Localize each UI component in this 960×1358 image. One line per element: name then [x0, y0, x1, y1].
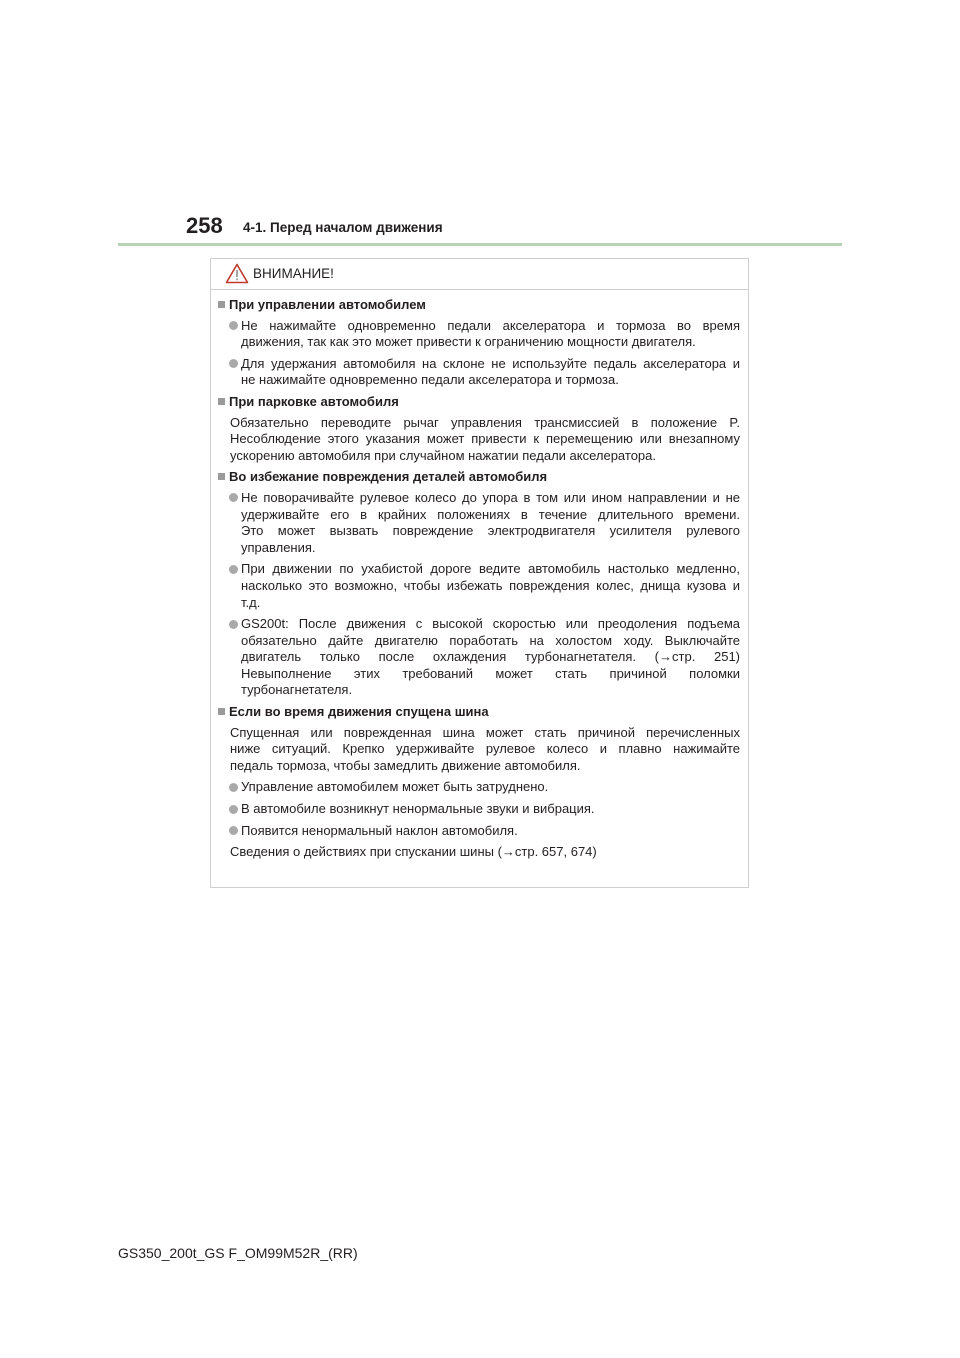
header-rule: [118, 243, 842, 246]
text-line: Для удержания автомобиля на склоне не используйте педаль акселератора и: [241, 355, 740, 371]
text-line: В автомобиле возникнут ненормальные звуки и вибрация.: [241, 801, 595, 817]
round-bullet-icon: [229, 826, 238, 835]
paragraph: [218, 725, 740, 775]
warning-section: [218, 297, 740, 389]
warning-title: ВНИМАНИЕ!: [253, 266, 334, 281]
section-heading-text: При управлении автомобилем: [229, 297, 426, 312]
section-heading-text: При парковке автомобиля: [229, 393, 399, 409]
section-title: 4-1. Перед началом движения: [243, 220, 443, 235]
section-heading: [218, 297, 740, 314]
text-line: GS200t: После движения с высокой скоростью или преодоления подъема: [241, 616, 740, 632]
text-line: Обязательно переводите рычаг управления трансмиссией в положение P.: [230, 414, 740, 430]
text-line: управления.: [241, 539, 316, 555]
bullet-item: [218, 318, 740, 351]
text-line: Управление автомобилем может быть затруднено.: [241, 779, 549, 795]
text-line: турбонагнетателя.: [241, 682, 353, 698]
text-line: Появится ненормальный наклон автомобиля.: [241, 822, 518, 838]
text-line: Не нажимайте одновременно педали акселератора и тормоза во время: [241, 317, 740, 333]
section-heading: [218, 394, 740, 411]
warning-header: [211, 259, 748, 290]
text-line: Несоблюдение этого указания может привести к перемещению или внезапному: [230, 431, 740, 447]
text-line: двигатель только после охлаждения турбонагнетателя. (→стр. 251): [241, 649, 740, 665]
bullet-item: [218, 356, 740, 389]
square-bullet-icon: [218, 398, 225, 405]
text-line: насколько это возможно, чтобы избежать повреждения колес, днища кузова и: [241, 577, 740, 593]
round-bullet-icon: [229, 620, 238, 629]
text-line: движения, так как это может привести к ограничению мощности двигателя.: [241, 334, 696, 350]
square-bullet-icon: [218, 473, 225, 480]
text-line: Спущенная или поврежденная шина может стать причиной перечисленных: [230, 724, 740, 740]
text-line: обязательно дайте двигателю поработать на холостом ходу. Выключайте: [241, 632, 740, 648]
round-bullet-icon: [229, 359, 238, 368]
round-bullet-icon: [229, 783, 238, 792]
text-line: удерживайте его в крайних положениях в течение длительного времени.: [241, 506, 740, 522]
bullet-item: [218, 561, 740, 611]
bullet-item: [218, 616, 740, 699]
text-line: т.д.: [241, 594, 261, 610]
bullet-item: [218, 823, 740, 840]
warning-triangle-icon: [225, 263, 249, 284]
warning-section: [218, 704, 740, 861]
warning-box: [210, 258, 749, 888]
square-bullet-icon: [218, 301, 225, 308]
paragraph: [218, 844, 740, 861]
round-bullet-icon: [229, 805, 238, 814]
text-line: ускорению автомобиля при случайном нажатии педали акселератора.: [230, 447, 656, 463]
bullet-item: [218, 490, 740, 556]
warning-section: [218, 469, 740, 699]
bullet-item: [218, 801, 740, 818]
page-number: 258: [186, 213, 223, 238]
text-line: ниже ситуаций. Крепко удерживайте рулевое колесо и плавно нажимайте: [230, 741, 740, 757]
square-bullet-icon: [218, 708, 225, 715]
manual-code: GS350_200t_GS F_OM99M52R_(RR): [118, 1245, 358, 1261]
paragraph: [218, 415, 740, 465]
text-line: Это может вызвать повреждение электродвигателя усилителя рулевого: [241, 523, 740, 539]
warning-section: [218, 394, 740, 464]
round-bullet-icon: [229, 321, 238, 330]
bullet-item: [218, 779, 740, 796]
round-bullet-icon: [229, 565, 238, 574]
section-heading-text: Если во время движения спущена шина: [229, 704, 489, 720]
section-heading-text: Во избежание повреждения деталей автомобиля: [229, 469, 548, 485]
text-line: Сведения о действиях при спускании шины (→стр. 657, 674): [230, 844, 597, 860]
text-line: Невыполнение этих требований может стать причиной поломки: [241, 665, 740, 681]
section-heading: [218, 469, 740, 486]
section-heading: [218, 704, 740, 721]
round-bullet-icon: [229, 493, 238, 502]
warning-content: [211, 290, 748, 861]
text-line: Не поворачивайте рулевое колесо до упора в том или ином направлении и не: [241, 489, 740, 505]
text-line: При движении по ухабистой дороге ведите автомобиль настолько медленно,: [241, 561, 740, 577]
text-line: не нажимайте одновременно педали акселератора и тормоза.: [241, 372, 619, 388]
text-line: педаль тормоза, чтобы замедлить движение автомобиля.: [230, 757, 581, 773]
